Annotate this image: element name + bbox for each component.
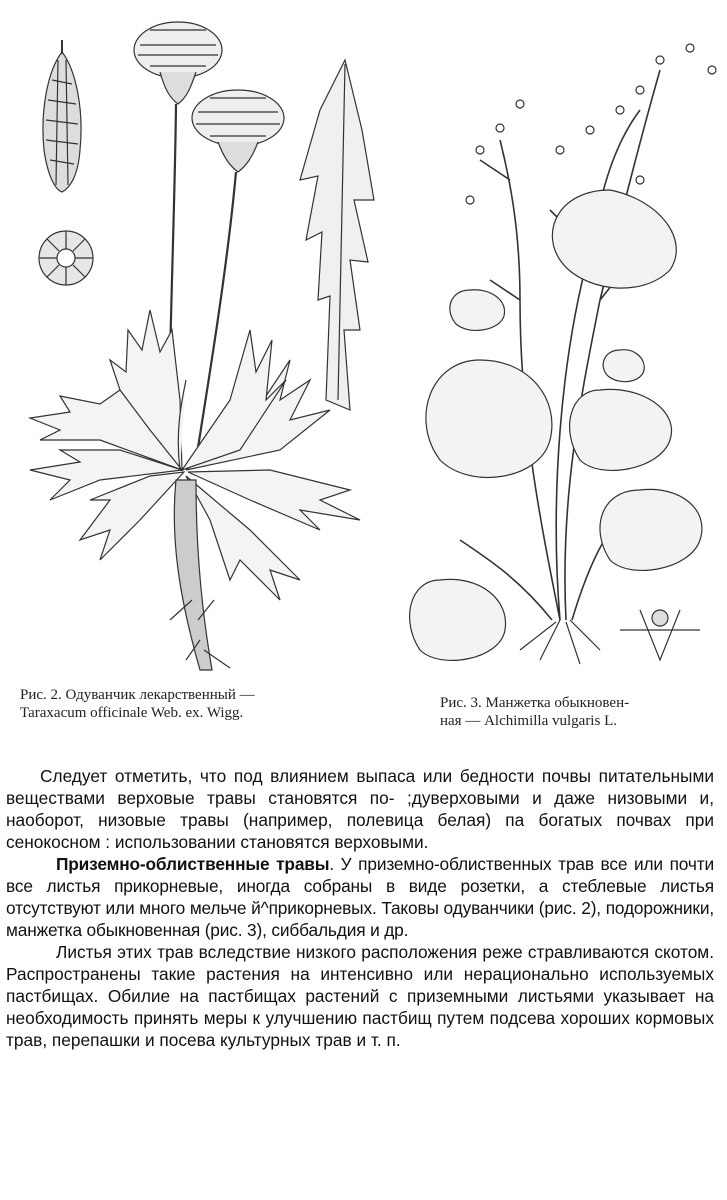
alchemilla-leaves: [410, 190, 702, 660]
alchemilla-flower-clusters: [466, 44, 716, 204]
alchemilla-flower-detail: [620, 610, 700, 660]
body-text: [6, 765, 714, 1051]
dandelion-flower-heads: [134, 22, 284, 172]
dandelion-drawing: [30, 22, 374, 670]
paragraph-2-heading: Приземно-облиственные травы: [56, 854, 330, 874]
figure-2-caption: [20, 686, 360, 722]
figure-2-caption-line-1: Рис. 2. Одуванчик лекарственный —: [20, 687, 255, 703]
figure-2-caption-line-2: Taraxacum officinale Web. ex. Wigg.: [20, 705, 244, 721]
seed-cross-section: [39, 231, 93, 285]
paragraph-3: Листья этих трав вследствие низкого расположения реже стравливаются скотом. Распространены такие растения на интенсивно или нерационально используемых пастбищах. Обилие на пастбищах растений с приземными листьями указывает на необходимость принять меры к улучшению пастбищ путем подсева хороших кормовых трав, перепашки и посева культурных трав и т. п.: [6, 942, 714, 1050]
figure-3-caption: [440, 694, 710, 730]
figure-3-caption-line-1: Рис. 3. Манжетка обыкновен-: [440, 695, 630, 711]
dandelion-single-leaf: [300, 60, 374, 410]
paragraph-2-text: . У приземно-облиственных трав все или почти все листья прикорневые, иногда собраны в виде розетки, а стеблевые листья отсутствуют или много мельче й^прикорневых. Таковы одуванчики (рис. 2), подорожники, манжетка обыкновенная (рис. 3), сиббальдия и др.: [6, 854, 714, 940]
figure-3-caption-line-2: ная — Alchimilla vulgaris L.: [440, 713, 617, 729]
dandelion-seed: [43, 40, 81, 192]
alchemilla-roots: [520, 620, 600, 664]
paragraph-2: [6, 853, 714, 941]
alchemilla-drawing: [410, 44, 716, 664]
paragraph-1: Следует отметить, что под влиянием выпаса или бедности почвы питательными веществами верховые травы становятся по- ;дуверховыми и даже низовыми и, наоборот, низовые травы (например, полевица белая) па богатых почвах при сенокосном : использовании становятся верховыми.: [6, 766, 714, 852]
